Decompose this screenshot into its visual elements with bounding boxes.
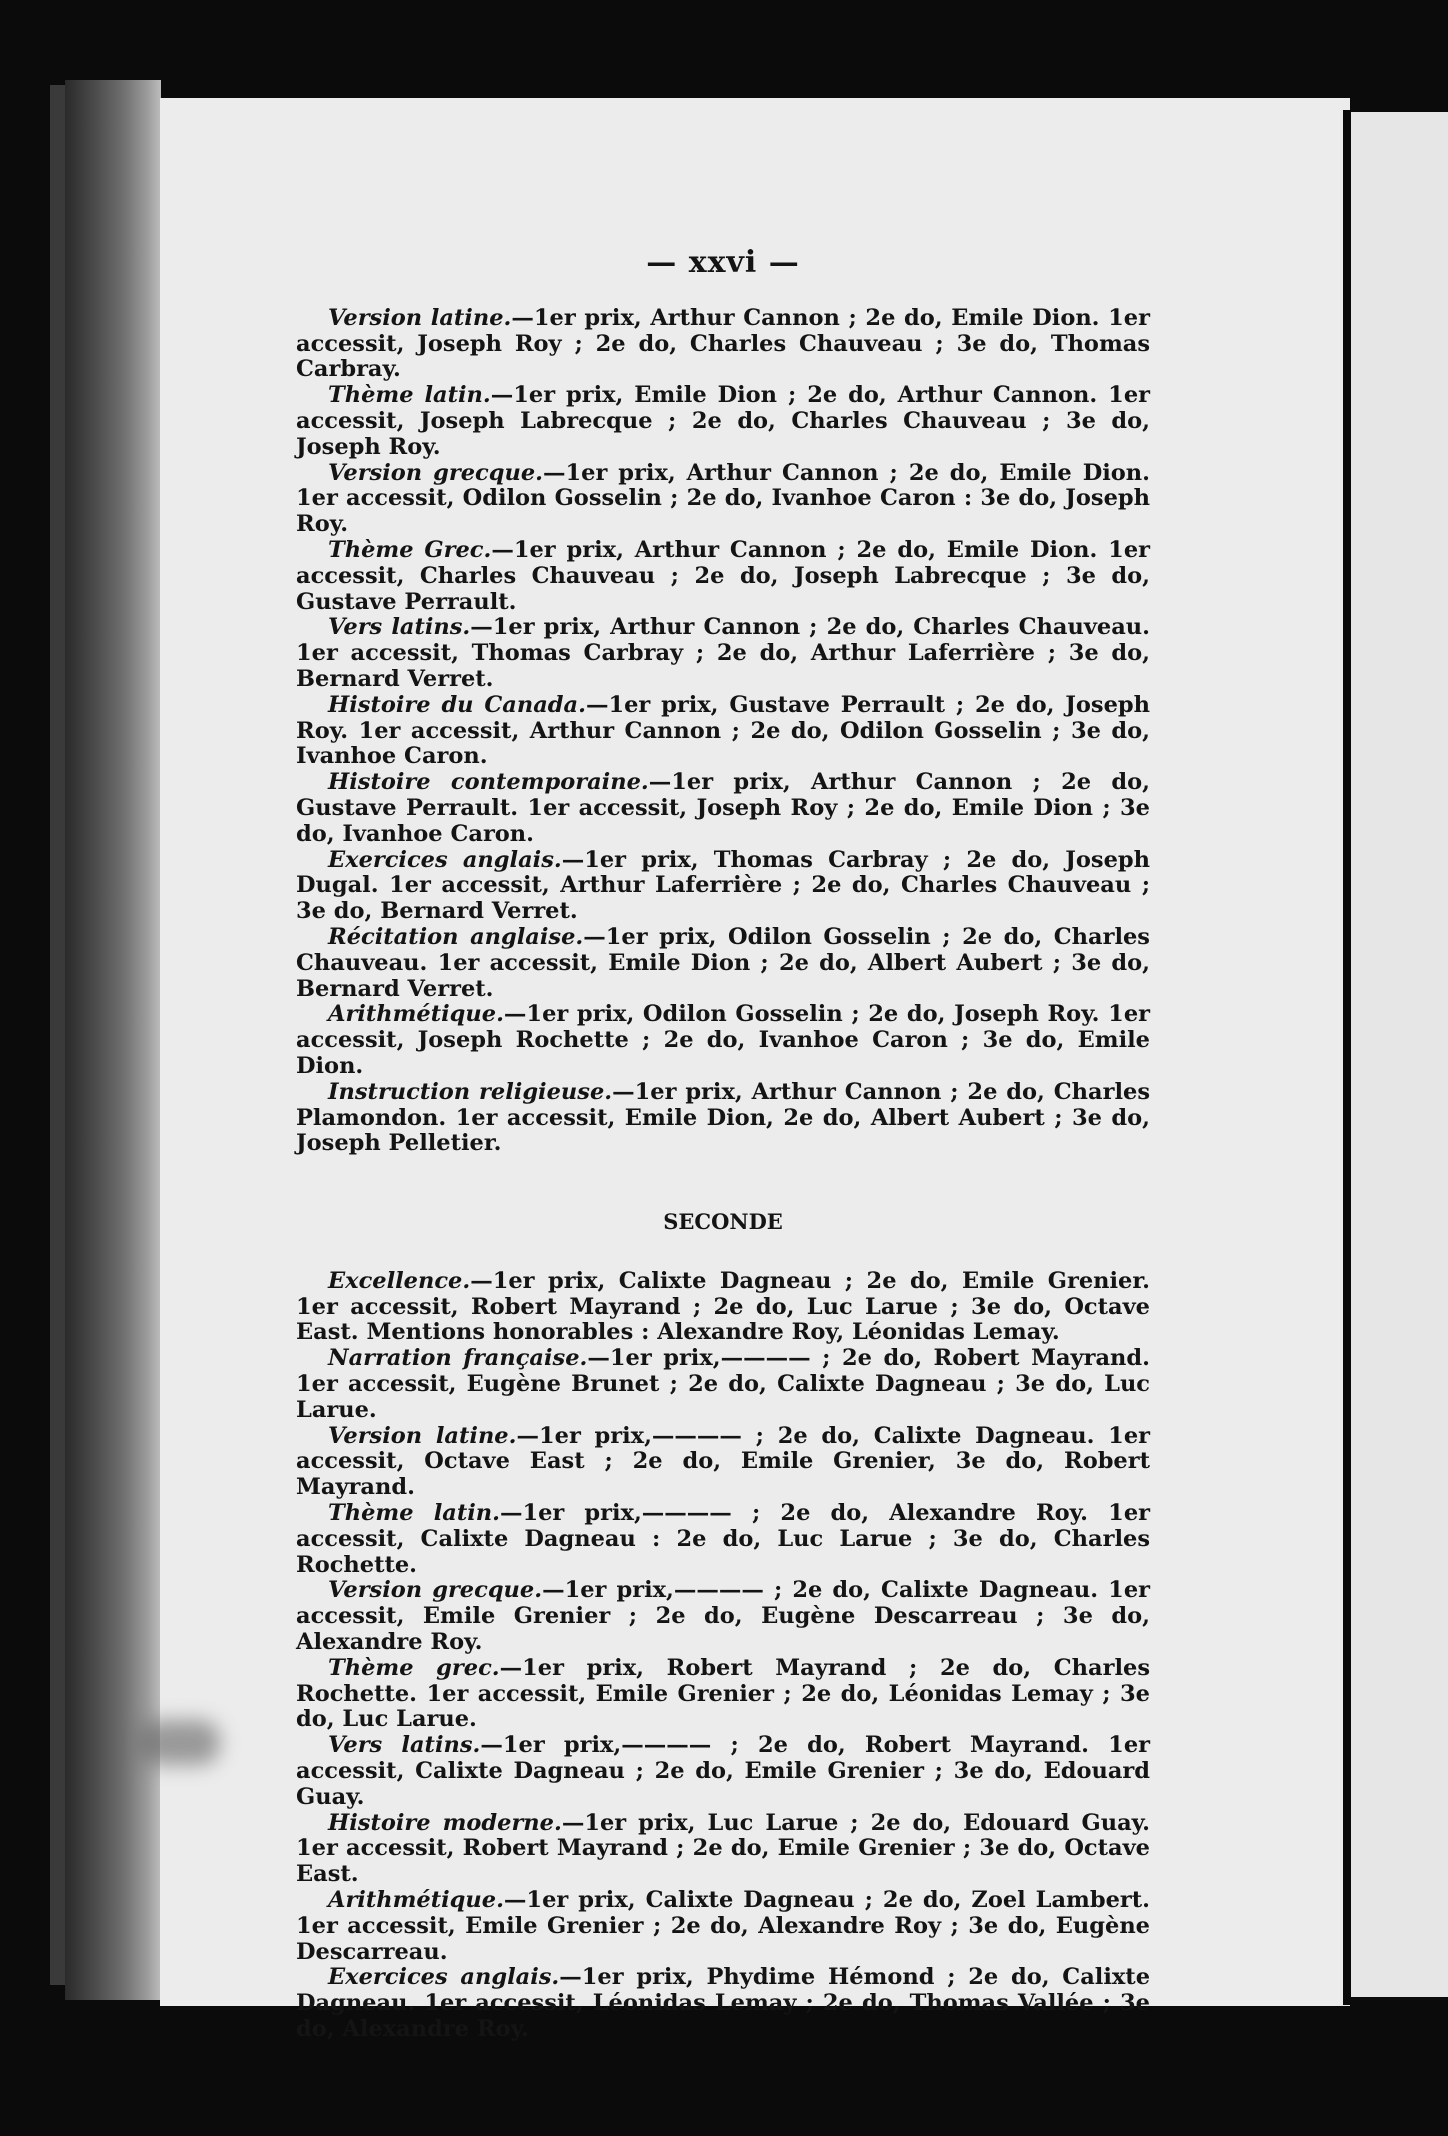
prize-entry [296,306,1150,383]
book-cover-edge [50,85,65,1985]
page-content [296,245,1151,2043]
entry-text: —1er prix,———— ; 2e do, Robert Mayrand. 1er accessit, Calixte Dagneau ; 2e do, Emile Grenier ; 3e do, Edouard Guay. [296,1732,1150,1810]
entry-subject: Version latine. [328,304,512,331]
entry-text: —1er prix, Emile Dion ; 2e do, Arthur Cannon. 1er accessit, Joseph Labrecque ; 2e do, Charles Chauveau ; 3e do, Joseph Roy. [296,382,1150,460]
prize-list-top [296,306,1150,1157]
entry-text: —1er prix, Robert Mayrand ; 2e do, Charles Rochette. 1er accessit, Emile Grenier ; 2e do, Léonidas Lemay ; 3e do, Luc Larue. [296,1654,1151,1733]
entry-subject: Excellence. [328,1267,471,1294]
facing-page [1351,112,1448,1997]
prize-entry [296,383,1150,460]
prize-entry [296,693,1150,770]
entry-subject: Arithmétique. [328,1887,504,1914]
entry-subject: Thème Grec. [328,536,492,563]
entry-subject: Vers latins. [328,1732,481,1759]
prize-entry [296,1269,1150,1346]
entry-text: —1er prix,———— ; 2e do, Robert Mayrand. 1er accessit, Eugène Brunet ; 2e do, Calixte Dagneau ; 3e do, Luc Larue. [296,1345,1150,1423]
entry-subject: Thème latin. [328,1500,500,1527]
entry-text: —1er prix, Arthur Cannon ; 2e do, Emile Dion. 1er accessit, Charles Chauveau ; 2e do, Joseph Labrecque ; 3e do, Gustave Perrault. [296,536,1150,615]
entry-subject: Histoire contemporaine. [328,769,649,796]
entry-text: —1er prix, Arthur Cannon ; 2e do, Emile Dion. 1er accessit, Joseph Roy ; 2e do, Charles Chauveau ; 3e do, Thomas Carbray. [296,304,1150,383]
entry-subject: Version grecque. [328,1577,543,1604]
entry-text: —1er prix, Arthur Cannon ; 2e do, Gustave Perrault. 1er accessit, Joseph Roy ; 2e do, Emile Dion ; 3e do, Ivanhoe Caron. [296,769,1150,847]
prize-entry [296,925,1150,1002]
prize-entry [296,1888,1150,1965]
prize-entry [296,1733,1150,1810]
entry-subject: Version grecque. [328,459,543,486]
entry-subject: Version latine. [328,1422,517,1449]
entry-text: —1er prix, Arthur Cannon ; 2e do, Charles Plamondon. 1er accessit, Emile Dion, 2e do, Albert Aubert ; 3e do, Joseph Pelletier. [296,1078,1150,1157]
entry-subject: Histoire moderne. [328,1809,562,1836]
prize-entry [296,1811,1150,1888]
entry-text: —1er prix, Gustave Perrault ; 2e do, Joseph Roy. 1er accessit, Arthur Cannon ; 2e do, Odilon Gosselin ; 3e do, Ivanhoe Caron. [296,691,1150,770]
prize-list-seconde [296,1269,1150,2043]
entry-text: —1er prix,———— ; 2e do, Calixte Dagneau. 1er accessit, Octave East ; 2e do, Emile Grenier, 3e do, Robert Mayrand. [296,1422,1150,1501]
prize-entry [296,848,1150,925]
book-spine-shadow [65,80,161,2000]
prize-entry [296,1965,1150,2042]
entry-text: —1er prix, Odilon Gosselin ; 2e do, Joseph Roy. 1er accessit, Joseph Rochette ; 2e do, Ivanhoe Caron ; 3e do, Emile Dion. [296,1001,1150,1079]
entry-subject: Exercices anglais. [328,1964,560,1991]
entry-text: —1er prix, Calixte Dagneau ; 2e do, Emile Grenier. 1er accessit, Robert Mayrand ; 2e do, Luc Larue ; 3e do, Octave East. Mentions honorables : Alexandre Roy, Léonidas Lemay. [296,1267,1150,1346]
entry-text: —1er prix, Arthur Cannon ; 2e do, Emile Dion. 1er accessit, Odilon Gosselin ; 2e do, Ivanhoe Caron : 3e do, Joseph Roy. [296,459,1150,538]
entry-text: —1er prix, Arthur Cannon ; 2e do, Charles Chauveau. 1er accessit, Thomas Carbray ; 2e do, Arthur Laferrière ; 3e do, Bernard Verret. [296,614,1150,692]
entry-subject: Thème latin. [328,382,491,409]
scan-smudge [140,1720,220,1765]
prize-entry [296,461,1150,538]
entry-text: —1er prix,———— ; 2e do, Calixte Dagneau. 1er accessit, Emile Grenier ; 2e do, Eugène Descarreau ; 3e do, Alexandre Roy. [296,1577,1150,1656]
prize-entry [296,1002,1150,1079]
entry-subject: Histoire du Canada. [328,691,586,718]
prize-entry [296,1656,1150,1733]
entry-subject: Récitation anglaise. [328,923,584,950]
page-number: — xxvi — [646,245,800,280]
entry-text: —1er prix, Odilon Gosselin ; 2e do, Charles Chauveau. 1er accessit, Emile Dion ; 2e do, Albert Aubert ; 3e do, Bernard Verret. [296,923,1150,1002]
entry-subject: Exercices anglais. [328,846,562,873]
prize-entry [296,538,1150,615]
prize-entry [296,1346,1150,1423]
prize-entry [296,770,1150,847]
entry-text: —1er prix, Luc Larue ; 2e do, Edouard Guay. 1er accessit, Robert Mayrand ; 2e do, Emile Grenier ; 3e do, Octave East. [296,1809,1150,1888]
entry-subject: Thème grec. [328,1654,500,1681]
entry-text: —1er prix,———— ; 2e do, Alexandre Roy. 1er accessit, Calixte Dagneau : 2e do, Luc Larue ; 3e do, Charles Rochette. [296,1500,1150,1578]
entry-subject: Narration française. [328,1345,588,1372]
prize-entry [296,1080,1150,1157]
entry-text: —1er prix, Calixte Dagneau ; 2e do, Zoel Lambert. 1er accessit, Emile Grenier ; 2e do, Alexandre Roy ; 3e do, Eugène Descarreau. [296,1887,1150,1965]
entry-text: —1er prix, Thomas Carbray ; 2e do, Joseph Dugal. 1er accessit, Arthur Laferrière ; 2e do, Charles Chauveau ; 3e do, Bernard Verret. [296,846,1151,925]
prize-entry [296,1424,1150,1501]
prize-entry [296,1501,1150,1578]
entry-subject: Arithmétique. [328,1001,504,1028]
page-edge-line [1343,110,1351,2005]
prize-entry [296,1578,1150,1655]
entry-text: —1er prix, Phydime Hémond ; 2e do, Calixte Dagneau. 1er accessit, Léonidas Lemay ; 2e do, Thomas Vallée ; 3e do, Alexandre Roy. [296,1964,1151,2042]
prize-entry [296,615,1150,692]
entry-subject: Vers latins. [328,614,471,641]
entry-subject: Instruction religieuse. [328,1078,613,1105]
section-heading: SECONDE [663,1209,783,1235]
